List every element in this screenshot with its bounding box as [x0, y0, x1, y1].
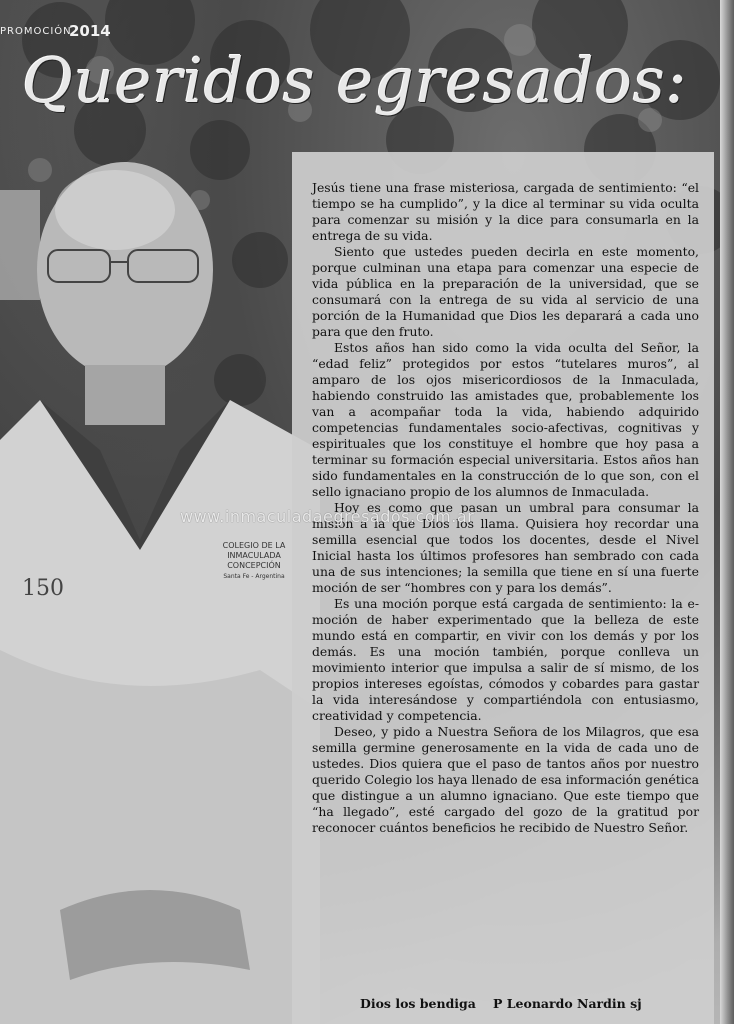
watermark-url: www.inmaculadaegresados.com.ar — [180, 507, 475, 526]
signer-name: P Leonardo Nardin sj — [493, 996, 642, 1011]
shirt-logo — [223, 541, 286, 580]
page-fold-edge — [720, 0, 734, 1024]
letter-paragraph: Estos años han sido como la vida oculta del Señor, la “edad feliz” protegidos por estos “tutelares muros”, al amparo de los ojos misericordiosos de la Inmaculada, habiendo construido las amistades que, probablemente los van a acompañar toda la vida, habiendo adquirido competencias fundamentales socio-afectivas, cognitivas y espirituales que los constituye el hombre que hoy pasa a terminar su formación especial universitaria. Estos años han sido fundamentales en la construcción de lo que son, con el sello ignaciano propio de los alumnos de Inmaculada. — [312, 340, 699, 499]
head-highlight — [55, 170, 175, 250]
shirt-text-line: COLEGIO DE LA — [222, 541, 286, 550]
letter-paragraph: Siento que ustedes pueden decirla en este momento, porque culminan una etapa para comenzar una especie de vida pública en la preparación de la universidad, que se consumará con la entrega de su vida al servicio de una porción de la Humanidad que Dios les deparará a cada uno para que den fruto. — [312, 244, 699, 339]
letter-paragraph: Hoy es como que pasan un umbral para consumar la misión a la que Dios los llama. Quisiera hoy recordar una semilla esencial que todos los docentes, desde el Nivel Inicial hasta los últimos profesores han sembrado con cada una de sus intenciones; la semilla que tiene en sí una fuerte moción de ser “hombres con y para los demás”. — [312, 500, 699, 595]
year-label: 2014 — [69, 22, 111, 40]
badge-number: 150 — [22, 576, 64, 601]
shirt-text-line: Santa Fe - Argentina — [223, 573, 285, 580]
section-label: PROMOCIÓN — [0, 26, 72, 37]
shirt-text-line: INMACULADA — [227, 551, 281, 560]
letter-paragraph: Jesús tiene una frase misteriosa, cargada de sentimiento: “el tiempo se ha cumplido”, y la dice al terminar su vida oculta para comenzar su misión y la dice para consumarla en la entrega de su vida. — [312, 180, 699, 243]
portrait-photo — [0, 150, 320, 1024]
shirt-shadow — [0, 650, 320, 1024]
letter-paragraph: Deseo, y pido a Nuestra Señora de los Milagros, que esa semilla germine generosamente en la vida de cada uno de ustedes. Dios quiera que el paso de tantos años por nuestro querido Colegio los haya llenado de esa información genética que distingue a un alumno ignaciano. Que este tiempo que “ha llegado”, esté cargado del gozo de la gratitud por reconocer cuántos beneficios he recibido de Nuestro Señor. — [312, 724, 699, 835]
letter-paragraph: Es una moción porque está cargada de sentimiento: la e-moción de haber experimentado que la belleza de este mundo está en compartir, en vivir con los demás y por los demás. Es una moción también, porque conlleva un movimiento interior que impulsa a salir de sí mismo, de los propios intereses egoístas, cómodos y cobardes para gastar la vida interesándose y compartiéndola con entusiasmo, creatividad y competencia. — [312, 596, 699, 723]
neck — [85, 365, 165, 425]
shirt-text-line: CONCEPCIÓN — [227, 561, 281, 570]
blessing-text: Dios los bendiga — [360, 996, 476, 1011]
page-title: Queridos egresados: — [22, 44, 688, 117]
